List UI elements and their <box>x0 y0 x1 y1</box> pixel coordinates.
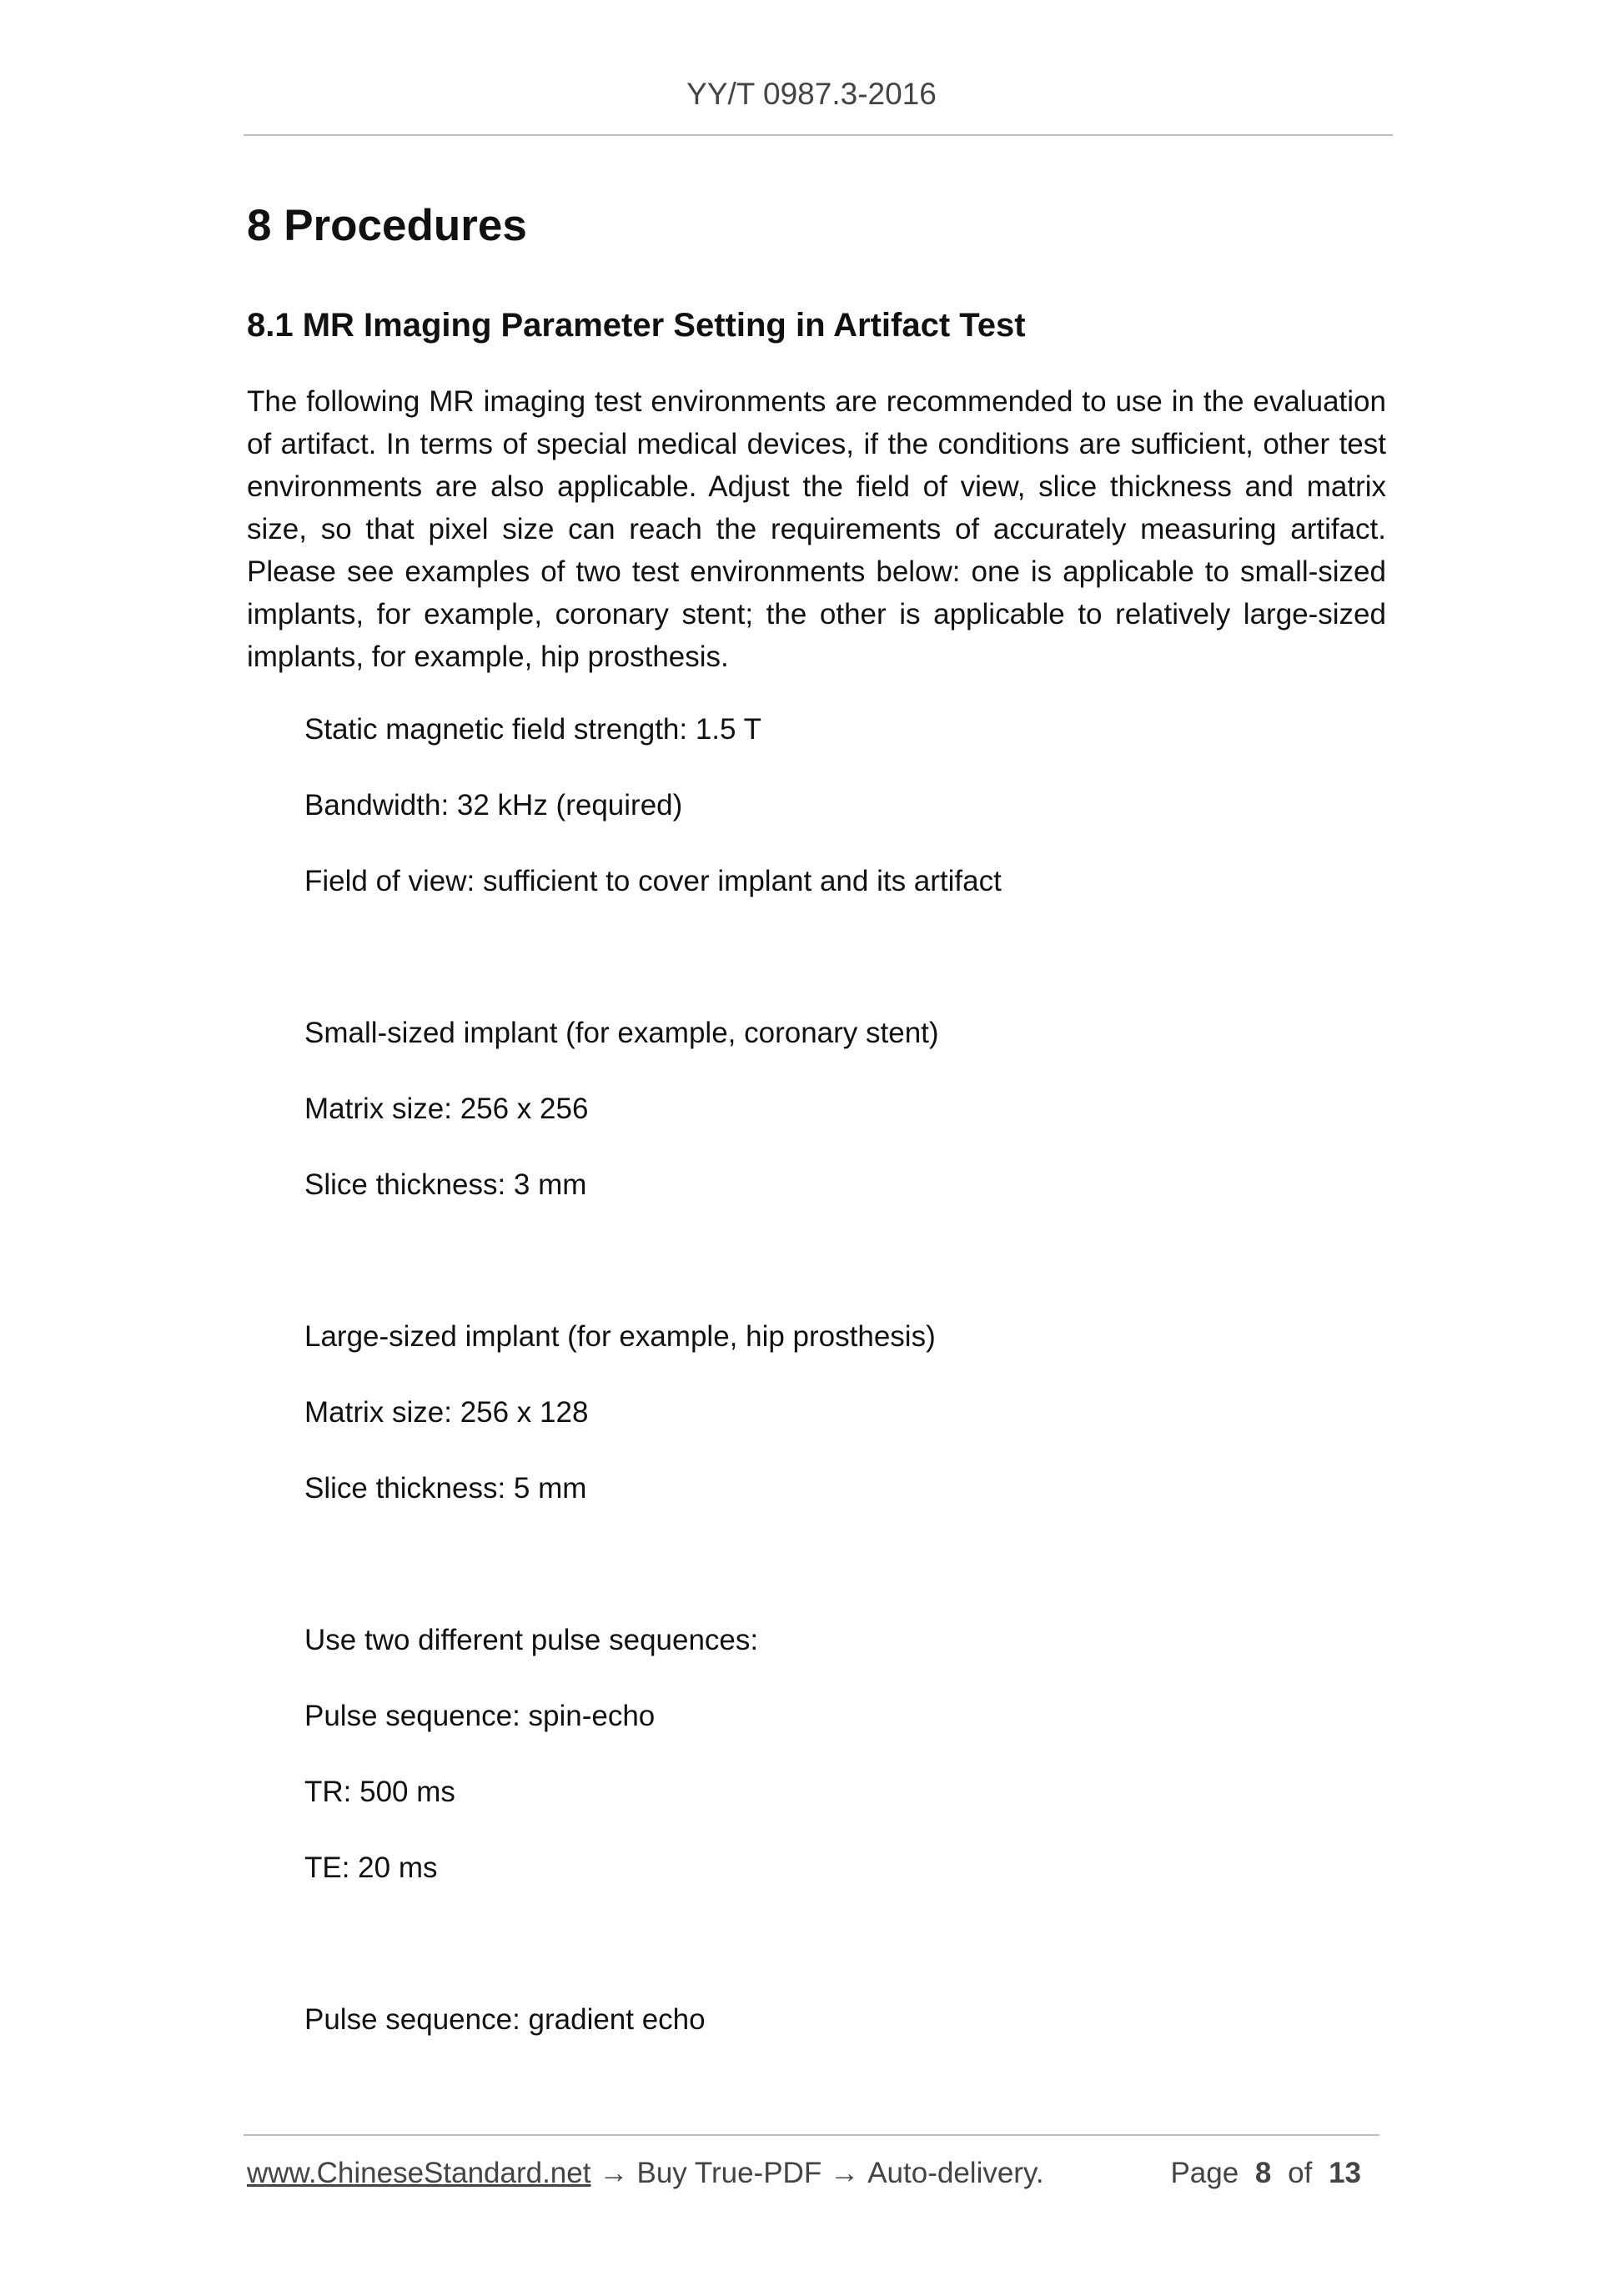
arrow-right-icon: → <box>599 2157 629 2189</box>
footer-divider <box>244 2134 1379 2136</box>
header-divider <box>244 134 1393 136</box>
page-label: Page <box>1170 2157 1239 2189</box>
current-page-number: 8 <box>1254 2157 1272 2189</box>
large-implant-heading: Large-sized implant (for example, hip prosthesis) <box>304 1320 936 1353</box>
auto-delivery-text: Auto-delivery. <box>867 2157 1044 2189</box>
small-slice-thickness: Slice thickness: 3 mm <box>304 1168 587 1201</box>
large-matrix-size: Matrix size: 256 x 128 <box>304 1396 589 1429</box>
param-bandwidth: Bandwidth: 32 kHz (required) <box>304 789 683 821</box>
chapter-title: 8 Procedures <box>247 201 527 250</box>
spin-echo-sequence: Pulse sequence: spin-echo <box>304 1700 656 1732</box>
document-code-header: YY/T 0987.3-2016 <box>686 77 937 111</box>
pulse-sequences-intro: Use two different pulse sequences: <box>304 1624 759 1656</box>
large-slice-thickness: Slice thickness: 5 mm <box>304 1472 587 1505</box>
section-title: 8.1 MR Imaging Parameter Setting in Artifact Test <box>247 307 1026 344</box>
page-footer <box>247 2157 1378 2190</box>
buy-pdf-text: Buy True-PDF <box>636 2157 822 2189</box>
total-page-number: 13 <box>1329 2157 1361 2189</box>
gradient-echo-sequence: Pulse sequence: gradient echo <box>304 2003 706 2036</box>
arrow-right-icon: → <box>830 2157 860 2189</box>
param-field-of-view: Field of view: sufficient to cover implant and its artifact <box>304 865 1002 897</box>
spin-echo-te: TE: 20 ms <box>304 1851 438 1884</box>
small-implant-heading: Small-sized implant (for example, coronary stent) <box>304 1017 939 1049</box>
website-link[interactable]: www.ChineseStandard.net <box>247 2157 591 2189</box>
param-field-strength: Static magnetic field strength: 1.5 T <box>304 713 761 746</box>
small-matrix-size: Matrix size: 256 x 256 <box>304 1093 589 1125</box>
section-paragraph: The following MR imaging test environments are recommended to use in the evaluation of artifact. In terms of special medical devices, if the conditions are sufficient, other test environments are also applicable. Adjust the field of view, slice thickness and matrix size, so that pixel size can reach the requirements of accurately measuring artifact. Please see examples of two test environments below: one is applicable to small-sized implants, for example, coronary stent; the other is applicable to relatively large-sized implants, for example, hip prosthesis. <box>247 385 1386 673</box>
page-indicator <box>1170 2157 1369 2190</box>
spin-echo-tr: TR: 500 ms <box>304 1776 455 1808</box>
of-label: of <box>1288 2157 1313 2189</box>
